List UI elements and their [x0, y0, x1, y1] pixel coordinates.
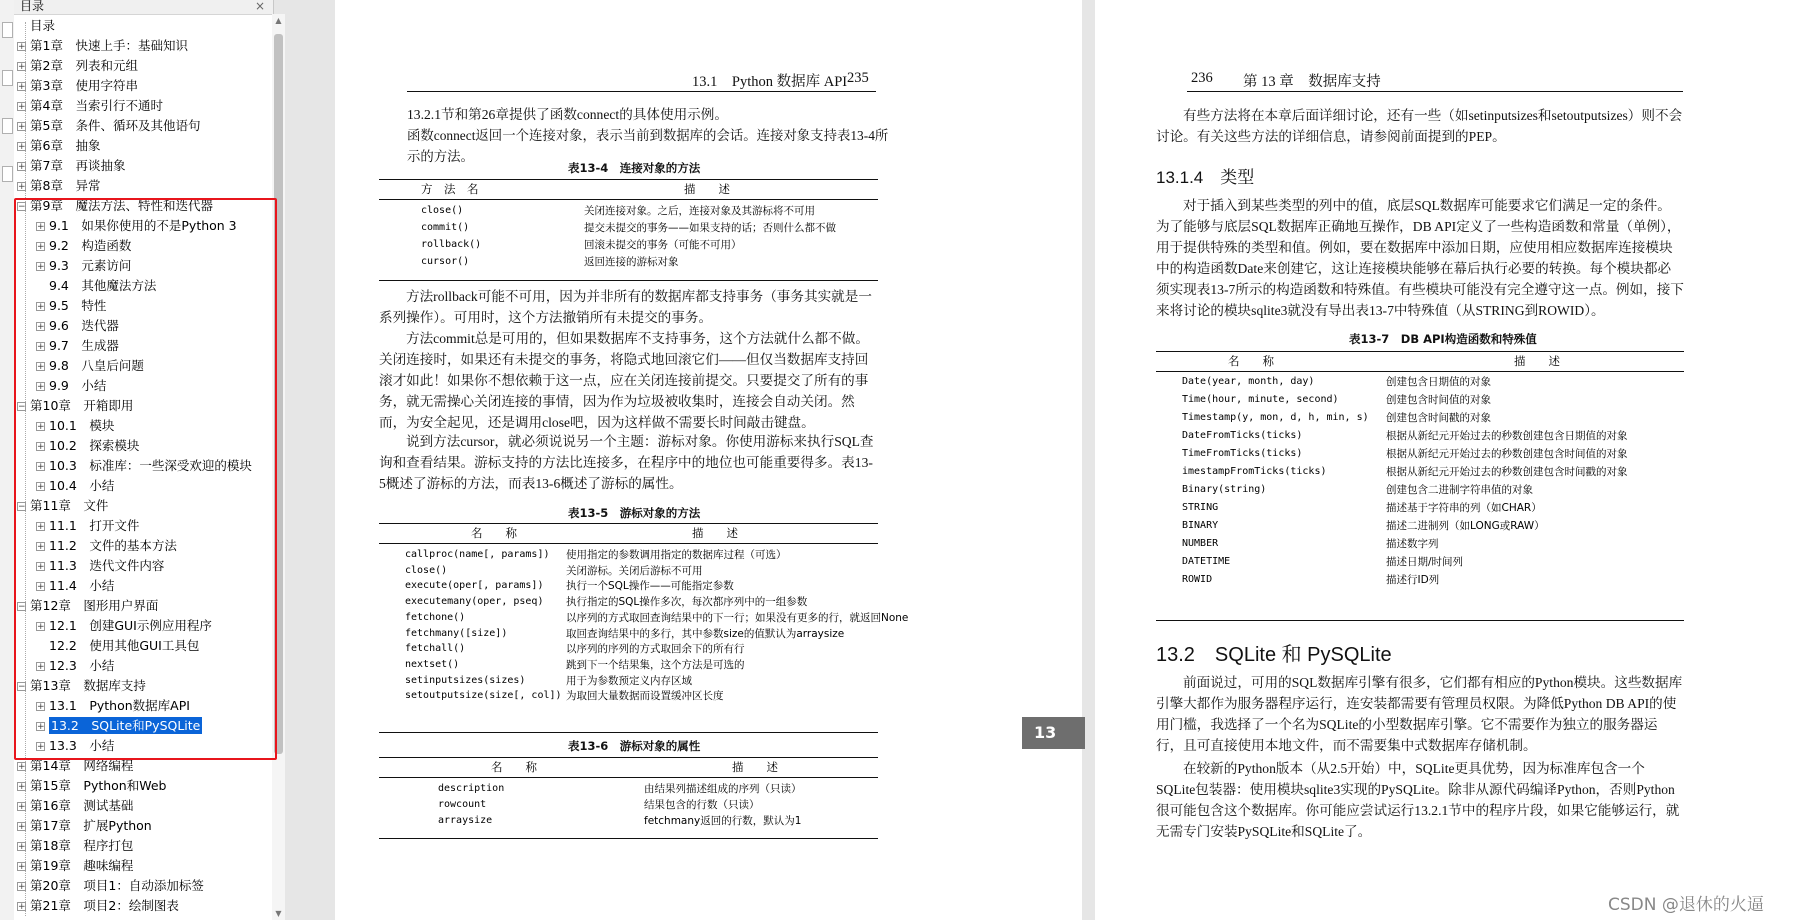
toc-item-label: 13.1 Python数据库API — [49, 698, 190, 713]
table-header — [1156, 352, 1684, 372]
toc-item[interactable] — [36, 316, 119, 336]
toc-item[interactable] — [36, 696, 190, 716]
cell-desc: 用于为参数预定义内存区域 — [566, 674, 692, 687]
toc-item[interactable] — [17, 76, 138, 96]
expand-icon[interactable]: + — [37, 382, 45, 392]
toc-item-label: 10.1 模块 — [49, 418, 115, 433]
annotation-tool-icon[interactable] — [2, 166, 13, 182]
table-13-6 — [379, 757, 878, 839]
cell-desc: 返回连接的游标对象 — [584, 256, 679, 268]
expand-icon[interactable]: + — [18, 762, 26, 772]
expand-icon[interactable]: + — [18, 102, 26, 112]
cell-desc: 执行一个SQL操作——可能指定参数 — [566, 580, 734, 593]
expand-icon[interactable]: + — [37, 522, 45, 532]
toc-item-label: 第6章 抽象 — [30, 138, 101, 153]
toc-item-label: 9.8 八皇后问题 — [49, 358, 144, 373]
cell-name: rollback() — [421, 239, 482, 250]
section-heading: 13.1.4 类型 — [1156, 168, 1255, 187]
paragraph: 对于插入到某些类型的列中的值，底层SQL数据库可能要求它们满足一定的条件。为了能够与底层SQL数据库正确地互操作，DB API定义了一些构造函数和常量（单例），用于提供特殊的类型和值。例如，要在数据库中添加日期，应使用相应数据库连接模块中的构造函数Date来创建它，这让连接模块能够在幕后执行必要的转换。每个模块都必须实现表13-7所示的构造函数和特殊值。有些模块可能没有完全遵守这一点。例如，接下来将讨论的模块sqlite3就没有导出表13-7中特殊值（从STRING到ROWID）。 — [1156, 198, 1684, 318]
table-caption: 表13-4 连接对象的方法 — [568, 161, 701, 175]
toc-item[interactable] — [17, 816, 152, 836]
cell-name: description — [438, 783, 505, 794]
toc-item-label: 第8章 异常 — [30, 178, 101, 193]
table-row — [379, 252, 878, 272]
cell-desc: 关闭游标。关闭后游标不可用 — [566, 564, 703, 577]
table-caption: 表13-7 DB API构造函数和特殊值 — [1349, 332, 1537, 346]
toc-item[interactable] — [17, 56, 138, 76]
expand-icon[interactable]: + — [18, 782, 26, 792]
cell-desc: 由结果列描述组成的序列（只读） — [644, 783, 802, 795]
table-13-4 — [379, 179, 878, 281]
close-icon[interactable]: × — [254, 0, 265, 13]
cell-name: TimeFromTicks(ticks) — [1182, 448, 1303, 459]
cell-name: close() — [405, 564, 448, 576]
toc-item-label: 第15章 Python和Web — [30, 778, 167, 793]
collapse-icon[interactable]: − — [18, 202, 26, 212]
cell-desc: 描述行ID列 — [1386, 574, 1440, 586]
cell-name: execute(oper[, params]) — [405, 580, 544, 592]
paragraph: 前面说过，可用的SQL数据库引擎有很多，它们都有相应的Python模块。这些数据库引擎大都作为服务器程序运行，连安装都需要有管理员权限。为降低Python DB API的使用门槛，我选择了一个名为SQLite的小型数据库引擎。它不需要作为独立的服务器运行，且可直接使用本地文件，而不需要集中式数据库存储机制。 — [1156, 675, 1683, 753]
collapse-icon[interactable]: − — [18, 602, 26, 612]
toc-item[interactable] — [17, 116, 200, 136]
table-row — [1156, 570, 1684, 590]
cell-desc: 为取回大量数据而设置缓冲区长度 — [566, 690, 724, 703]
expand-icon[interactable]: + — [37, 222, 45, 232]
toc-item[interactable] — [36, 476, 114, 496]
bookmark-tool-icon[interactable] — [2, 70, 13, 86]
toc-item-label: 9.9 小结 — [49, 378, 107, 393]
col-desc: 描 述 — [732, 760, 778, 774]
expand-icon[interactable]: + — [18, 142, 26, 152]
col-desc: 描 述 — [1514, 354, 1560, 368]
thumbnail-tool-icon[interactable] — [2, 118, 13, 134]
cell-desc: 描述二进制列（如LONG或RAW） — [1386, 520, 1545, 532]
left-tool-strip — [0, 0, 15, 920]
expand-icon[interactable]: + — [37, 342, 45, 352]
toc-item-label: 12.2 使用其他GUI工具包 — [49, 638, 200, 653]
toc-item-label: 11.1 打开文件 — [49, 518, 140, 533]
cell-name: DateFromTicks(ticks) — [1182, 430, 1303, 441]
toc-item-label: 第3章 使用字符串 — [30, 78, 138, 93]
toc-item[interactable] — [17, 776, 167, 796]
paragraph: 方法commit总是可用的，但如果数据库不支持事务，这个方法就什么都不做。关闭连接时，如果还有未提交的事务，将隐式地回滚它们——但仅当数据库支持回滚才如此！如果你不想依赖于这一点，应在关闭连接前提交。只要提交了所有的事务，就无需操心关闭连接的事情，因为作为垃圾被收集时，连接会自动关闭。然而，为安全起见，还是调用close吧，因为这样做不需要长时间敲击键盘。 — [379, 331, 869, 430]
toc-item[interactable] — [36, 636, 199, 656]
table-row — [1156, 480, 1684, 500]
cell-name: Timestamp(y, mon, d, h, min, s) — [1182, 412, 1369, 423]
toc-item[interactable] — [17, 96, 163, 116]
table-row — [1156, 444, 1684, 464]
cell-name: Binary(string) — [1182, 484, 1267, 495]
cell-desc: fetchmany返回的行数，默认为1 — [644, 815, 802, 827]
cell-name: imestampFromTicks(ticks) — [1182, 466, 1327, 477]
toc-item[interactable] — [17, 796, 133, 816]
toc-item-label: 第13章 数据库支持 — [30, 678, 146, 693]
col-name: 名 称 — [491, 760, 537, 774]
page-235 — [335, 0, 1082, 920]
cell-desc: 根据从新纪元开始过去的秒数创建包含时间戳的对象 — [1386, 466, 1628, 478]
cell-desc: 描述数字列 — [1386, 538, 1439, 550]
watermark: CSDN @退休的火逼 — [1608, 895, 1764, 915]
expand-icon[interactable]: + — [37, 582, 45, 592]
toc-item[interactable] — [17, 496, 108, 516]
toc-item-label: 目录 — [30, 18, 56, 33]
cell-name: fetchone() — [405, 611, 466, 623]
cell-name: close() — [421, 205, 464, 216]
table-header — [379, 524, 878, 544]
cell-desc: 结果包含的行数（只读） — [644, 799, 760, 811]
table-caption: 表13-5 游标对象的方法 — [568, 506, 701, 520]
paragraph: 有些方法将在本章后面详细讨论，还有一些（如setinputsizes和setoutputsizes）则不会讨论。有关这些方法的详细信息，请参阅前面提到的PEP。 — [1156, 108, 1683, 144]
cell-name: fetchmany([size]) — [405, 627, 508, 639]
toc-item[interactable] — [36, 336, 119, 356]
expand-icon[interactable]: + — [18, 902, 26, 912]
collapse-icon[interactable]: − — [18, 502, 26, 512]
table-row — [1156, 426, 1684, 446]
expand-icon[interactable]: + — [37, 302, 45, 312]
expand-icon[interactable]: + — [18, 822, 26, 832]
toc-item[interactable] — [36, 536, 177, 556]
table-13-5 — [379, 523, 909, 733]
table-header — [379, 180, 878, 200]
expand-icon[interactable]: + — [18, 42, 26, 52]
cell-name: DATETIME — [1182, 556, 1231, 567]
toc-item-label: 第18章 程序打包 — [30, 838, 134, 853]
expand-icon[interactable]: + — [37, 542, 45, 552]
cell-name: rowcount — [438, 799, 487, 810]
cell-desc: 创建包含时间值的对象 — [1386, 394, 1491, 406]
toc-item[interactable] — [36, 216, 237, 236]
cell-name: ROWID — [1182, 574, 1213, 585]
table-row — [1156, 534, 1684, 554]
cell-desc: 执行指定的SQL操作多次，每次都序列中的一组参数 — [566, 596, 808, 609]
toc-item[interactable] — [36, 256, 131, 276]
expand-icon[interactable]: + — [37, 742, 45, 752]
expand-icon[interactable]: + — [37, 482, 45, 492]
scroll-up-icon[interactable]: ▲ — [275, 16, 282, 25]
expand-icon[interactable]: + — [37, 722, 45, 732]
toc-item[interactable] — [36, 436, 139, 456]
expand-icon[interactable]: + — [37, 262, 45, 272]
table-13-7 — [1156, 351, 1684, 621]
collapse-icon[interactable]: − — [18, 402, 26, 412]
running-header: 第 13 章 数据库支持 — [1243, 74, 1381, 90]
expand-icon[interactable]: + — [37, 562, 45, 572]
toc-item[interactable] — [17, 196, 213, 216]
page-number: 236 — [1191, 70, 1213, 86]
cell-name: callproc(name[, params]) — [405, 549, 550, 560]
cell-desc: 描述日期/时间列 — [1386, 556, 1464, 568]
table-row — [1156, 498, 1684, 518]
toc-item-label: 9.2 构造函数 — [49, 238, 132, 253]
toc-item[interactable] — [36, 656, 114, 676]
cell-desc: 跳到下一个结果集，这个方法是可选的 — [566, 658, 745, 671]
table-row — [1156, 552, 1684, 572]
toc-item-label: 第7章 再谈抽象 — [30, 158, 126, 173]
page-236 — [1095, 0, 1793, 920]
toc-item[interactable] — [17, 16, 55, 36]
toc-item-label: 第9章 魔法方法、特性和迭代器 — [30, 198, 213, 213]
toc-item[interactable] — [17, 756, 133, 776]
toc-title: 目录 — [20, 0, 45, 13]
table-row — [1156, 408, 1684, 428]
toc-item-label: 第21章 项目2：绘制图表 — [30, 898, 179, 913]
toc-item[interactable] — [36, 716, 202, 736]
table-row — [379, 811, 878, 831]
toc-item[interactable] — [17, 836, 133, 856]
toc-item[interactable] — [36, 416, 114, 436]
toc-item-label: 第16章 测试基础 — [30, 798, 134, 813]
toc-item-label: 第12章 图形用户界面 — [30, 598, 159, 613]
toc-item[interactable] — [36, 616, 212, 636]
cell-name: fetchall() — [405, 643, 466, 655]
toc-item-label: 11.4 小结 — [49, 578, 115, 593]
toc-item-label: 12.1 创建GUI示例应用程序 — [49, 618, 212, 633]
table-header — [379, 758, 878, 778]
cell-desc: 使用指定的参数调用指定的数据库过程（可选） — [566, 549, 787, 561]
expand-icon[interactable]: + — [37, 662, 45, 672]
expand-icon[interactable]: + — [37, 462, 45, 472]
toc-item-label: 第19章 趣味编程 — [30, 858, 134, 873]
table-row — [379, 686, 878, 706]
toc-header — [14, 0, 273, 15]
header-rule — [1187, 91, 1683, 92]
toc-item[interactable] — [17, 176, 100, 196]
col-desc: 描 述 — [684, 182, 730, 196]
chapter-tab: 13 — [1022, 717, 1085, 749]
toc-item[interactable] — [17, 896, 179, 916]
cell-desc: 以序列的方式取回查询结果中的下一行；如果没有更多的行，就返回None — [566, 611, 909, 624]
toc-item[interactable] — [17, 856, 133, 876]
toc-item-label: 13.2 SQLite和PySQLite — [51, 718, 201, 733]
toc-item[interactable] — [36, 556, 164, 576]
col-name: 名 称 — [471, 526, 517, 540]
toc-item-label: 10.2 探索模块 — [49, 438, 140, 453]
cell-name: STRING — [1182, 502, 1219, 513]
section-heading: 13.2 SQLite 和 PySQLite — [1156, 644, 1392, 666]
col-desc: 描 述 — [692, 526, 738, 540]
toc-item-label: 12.3 小结 — [49, 658, 115, 673]
cell-name: arraysize — [438, 815, 493, 826]
toc-item-label: 第1章 快速上手：基础知识 — [30, 38, 188, 53]
expand-icon[interactable]: + — [18, 162, 26, 172]
cell-name: setoutputsize(size[, col]) — [405, 690, 562, 702]
expand-icon[interactable]: + — [37, 422, 45, 432]
toc-item-label: 10.4 小结 — [49, 478, 115, 493]
toc-item[interactable] — [36, 236, 131, 256]
table-row — [1156, 390, 1684, 410]
cell-desc: 描述基于字符串的列（如CHAR） — [1386, 502, 1542, 514]
toc-item-label: 10.3 标准库：一些深受欢迎的模块 — [49, 458, 252, 473]
toc-item-label: 第10章 开箱即用 — [30, 398, 134, 413]
intro-line-1: 13.2.1节和第26章提供了函数connect的具体使用示例。 — [407, 107, 728, 122]
table-row — [1156, 516, 1684, 536]
cell-name: Time(hour, minute, second) — [1182, 394, 1339, 405]
paragraph: 在较新的Python版本（从2.5开始）中，SQLite更具优势，因为标准库包含一个SQLite包装器：使用模块sqlite3实现的PySQLite。除非从源代码编译Python，否则Python很可能包含这个数据库。你可能应尝试运行13.2.1节中的程序片段，如果它能够运行，就无需专门安装PySQLite和SQLite了。 — [1156, 761, 1680, 839]
cell-name: nextset() — [405, 658, 460, 670]
toc-item-label: 11.2 文件的基本方法 — [49, 538, 177, 553]
col-name: 名 称 — [1228, 354, 1274, 368]
expand-icon[interactable]: + — [37, 322, 45, 332]
table-caption: 表13-6 游标对象的属性 — [568, 739, 701, 753]
cell-name: commit() — [421, 222, 470, 233]
scroll-down-icon[interactable]: ▼ — [275, 909, 282, 918]
toc-item[interactable] — [36, 376, 106, 396]
toc-item[interactable] — [17, 396, 133, 416]
cell-name: setinputsizes(sizes) — [405, 674, 526, 686]
cell-desc: 关闭连接对象。之后，连接对象及其游标将不可用 — [584, 205, 815, 217]
toc-item[interactable] — [36, 516, 139, 536]
expand-icon[interactable]: + — [18, 842, 26, 852]
expand-icon[interactable]: + — [37, 242, 45, 252]
toc-item[interactable] — [36, 276, 156, 296]
expand-icon[interactable]: + — [18, 62, 26, 72]
expand-icon[interactable]: + — [18, 182, 26, 192]
paragraph: 说到方法cursor，就必须说说另一个主题：游标对象。你使用游标来执行SQL查询和查看结果。游标支持的方法比连接多，在程序中的地位也可能重要得多。表13-5概述了游标的方法，而表13-6概述了游标的属性。 — [379, 434, 874, 491]
toc-item[interactable] — [17, 676, 146, 696]
toc-item[interactable] — [17, 36, 188, 56]
toc-item[interactable] — [17, 156, 125, 176]
toc-item[interactable] — [36, 736, 114, 756]
cell-desc: 根据从新纪元开始过去的秒数创建包含日期值的对象 — [1386, 430, 1628, 442]
expand-icon[interactable]: + — [37, 622, 45, 632]
paragraph: 方法rollback可能不可用，因为并非所有的数据库都支持事务（事务其实就是一系列操作）。可用时，这个方法撤销所有未提交的事务。 — [379, 289, 872, 325]
cell-desc: 创建包含时间戳的对象 — [1386, 412, 1491, 424]
cell-desc: 取回查询结果中的多行，其中参数size的值默认为arraysize — [566, 627, 845, 640]
cell-desc: 根据从新纪元开始过去的秒数创建包含时间值的对象 — [1386, 448, 1628, 460]
expand-icon[interactable]: + — [37, 442, 45, 452]
toc-item-label: 9.7 生成器 — [49, 338, 119, 353]
toc-item[interactable] — [36, 576, 114, 596]
toc-item-label: 9.3 元素访问 — [49, 258, 132, 273]
expand-icon[interactable]: + — [18, 862, 26, 872]
scrollbar-thumb[interactable] — [274, 34, 283, 754]
cell-name: BINARY — [1182, 520, 1219, 531]
toc-item[interactable] — [17, 596, 158, 616]
expand-icon[interactable]: + — [18, 82, 26, 92]
running-header: 13.1 Python 数据库 API — [692, 74, 848, 90]
toc-item[interactable] — [36, 296, 106, 316]
cell-name: executemany(oper, pseq) — [405, 596, 544, 608]
toc-sidebar — [14, 0, 282, 920]
toc-item-label: 11.3 迭代文件内容 — [49, 558, 165, 573]
toc-item-label: 9.6 迭代器 — [49, 318, 119, 333]
panel-toggle-icon[interactable] — [2, 22, 13, 38]
cell-desc: 以序列的序列的方式取回余下的所有行 — [566, 643, 745, 656]
toc-scrollbar[interactable] — [272, 14, 285, 920]
cell-desc: 创建包含二进制字符串值的对象 — [1386, 484, 1533, 496]
toc-item-label: 第2章 列表和元组 — [30, 58, 138, 73]
toc-item[interactable] — [36, 456, 252, 476]
toc-item-label: 9.4 其他魔法方法 — [49, 278, 157, 293]
toc-item-label: 第20章 项目1：自动添加标签 — [30, 878, 204, 893]
expand-icon[interactable]: + — [18, 882, 26, 892]
expand-icon[interactable]: + — [18, 122, 26, 132]
header-rule — [407, 91, 876, 92]
cell-desc: 创建包含日期值的对象 — [1386, 376, 1491, 388]
expand-icon[interactable]: + — [18, 802, 26, 812]
expand-icon[interactable]: + — [37, 362, 45, 372]
toc-item-label: 9.5 特性 — [49, 298, 107, 313]
toc-item[interactable] — [36, 356, 144, 376]
cell-desc: 提交未提交的事务——如果支持的话；否则什么都不做 — [584, 222, 836, 234]
toc-item-label: 第14章 网络编程 — [30, 758, 134, 773]
table-row — [1156, 372, 1684, 392]
cell-name: Date(year, month, day) — [1182, 376, 1315, 387]
toc-item[interactable] — [17, 876, 204, 896]
toc-item-label: 13.3 小结 — [49, 738, 115, 753]
toc-item-label: 9.1 如果你使用的不是Python 3 — [49, 218, 237, 233]
toc-item-label: 第17章 扩展Python — [30, 818, 152, 833]
cell-name: NUMBER — [1182, 538, 1219, 549]
collapse-icon[interactable]: − — [18, 682, 26, 692]
cell-name: cursor() — [421, 256, 470, 267]
page-number: 235 — [847, 70, 869, 86]
toc-item[interactable] — [17, 136, 100, 156]
cell-desc: 回滚未提交的事务（可能不可用） — [584, 239, 742, 251]
toc-item-label: 第11章 文件 — [30, 498, 109, 513]
col-name: 方 法 名 — [421, 182, 479, 196]
toc-item-label: 第4章 当索引行不通时 — [30, 98, 163, 113]
toc-item-label: 第5章 条件、循环及其他语句 — [30, 118, 201, 133]
table-row — [1156, 462, 1684, 482]
expand-icon[interactable]: + — [37, 702, 45, 712]
intro-line-2: 函数connect返回一个连接对象，表示当前到数据库的会话。连接对象支持表13-4所示的方法。 — [407, 128, 889, 164]
